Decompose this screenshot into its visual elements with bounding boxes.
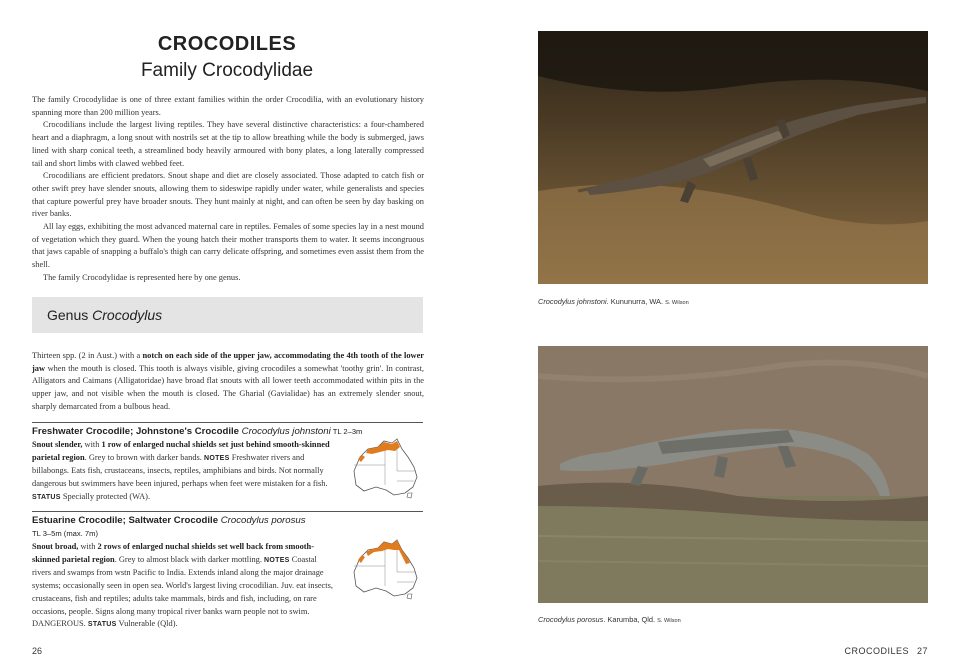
genus-header-box [32,297,423,333]
species-notes: Coastal rivers and swamps from wstn Pacific to India. Extends inland along the major drainage systems; occasionally seen in open sea. World's largest living crocodilian. Juv. eat insects, crustaceans, fish and reptiles; adults take mammals, birds and fish, including, on rare occasions, people. Signs along many tropical river banks warn people not to swim. DANGEROUS. [32,554,333,629]
genus-text-part: when the mouth is closed. This tooth is always visible, giving crocodiles a somewhat 'toothy grin'. In contrast, Alligators and Caimans (Alligatoridae) have broad flat snouts with all lower teeth accommodated within pits in the upper jaw, and not visible when the mouth is closed. The Gharial (Gavialidae) has an extremely slender snout, sharply demarcated from a bulbous head. [32,363,424,411]
photo-caption [538,615,681,624]
species-heading [32,515,306,526]
species-key-feature: Snout broad, [32,542,79,551]
intro-paragraph: All lay eggs, exhibiting the most advanced maternal care in reptiles. Females of some species lay in a nest mound of vegetation which they guard. When the young hatch their mother transports them to water. It seems incongruous that jaws capable of snapping a buffalo's thigh can carry delicate offspring, and sometimes even assist them from the shell. [32,222,424,270]
caption-species: Crocodylus johnstoni [538,297,607,306]
caption-species: Crocodylus porosus [538,615,604,624]
intro-paragraph: The family Crocodylidae is one of three extant families within the order Crocodilia, with an evolutionary history spanning more than 200 million years. [32,95,424,117]
page-number-left: 26 [32,646,43,656]
species-text-part: with [82,440,102,449]
photo-saltwater-crocodile [538,346,928,603]
species-scientific-name: Crocodylus johnstoni [241,426,331,437]
species-key-feature: 1 row of enlarged nuchal shields set just behind smooth-skinned parietal region [32,440,330,462]
photo-credit: S. Wilson [665,300,689,306]
distribution-map-johnstoni [350,435,422,503]
running-head: CROCODILES [844,646,909,656]
page-number-right: 27 [916,646,928,656]
species-notes: Freshwater rivers and billabongs. Eats fish, crustaceans, insects, reptiles, amphibians and birds. Not normally dangerous but swimmers have been injured, perhaps when feet were mistaken for a fish. [32,452,328,489]
species-common-name: Freshwater Crocodile; Johnstone's Crocodile [32,426,242,437]
genus-name: Crocodylus [92,307,163,323]
species-common-name: Estuarine Crocodile; Saltwater Crocodile [32,515,221,526]
freshwater-crocodile-image [538,31,928,284]
species-divider [32,511,423,512]
species-key-feature: Snout slender, [32,440,83,449]
intro-text [32,94,424,285]
species-description [32,541,338,632]
intro-paragraph: Crocodilians include the largest living reptiles. They have several distinctive characteristics: a four-chambered heart and a diaphragm, a long snout with nostrils set at the tip to allow breathing while the body is submerged, jaws lined with sharp conical teeth, a streamlined body heavily armoured with bony plates, a long laterally compressed tail and short limbs with clawed webbed feet. [32,120,424,168]
family-subtitle: Family Crocodylidae [140,60,314,81]
caption-location: . Kununurra, WA. [606,297,664,306]
notes-label: NOTES [203,454,230,462]
notes-label: NOTES [264,556,290,564]
species-key-feature: 2 rows of enlarged nuchal shields set well back from smooth-skinned parietal region [32,542,314,564]
species-text-part: with [78,542,98,551]
genus-prefix: Genus [47,307,93,323]
photo-credit: S. Wilson [657,618,681,624]
page-title: CROCODILES [157,33,297,55]
species-total-length: TL 2–3m [330,427,363,436]
photo-freshwater-crocodile [538,31,928,284]
distribution-map-porosus [350,536,422,604]
saltwater-crocodile-image [538,346,928,603]
species-text-part: . Grey to almost black with darker mottling. [114,554,265,564]
species-heading [32,426,362,437]
intro-paragraph: The family Crocodylidae is represented here by one genus. [43,272,241,282]
genus-text-part: Thirteen spp. (2 in Aust.) with a [32,351,143,360]
species-status: Vulnerable (Qld). [116,619,178,629]
status-label: STATUS [87,621,117,629]
genus-heading [47,307,162,323]
species-total-length: TL 3–5m (max. 7m) [32,529,98,538]
page-footer-right [844,646,928,656]
species-status: Specially protected (WA). [60,491,151,501]
species-divider [32,422,423,423]
genus-text-bold: notch on each side of the upper jaw, accommodating the 4th tooth of the lower jaw [32,351,425,373]
species-description [32,439,338,505]
status-label: STATUS [32,493,61,501]
species-text-part: . Grey to brown with darker bands. [84,452,204,462]
photo-caption [538,297,689,306]
species-scientific-name: Crocodylus porosus [220,515,306,526]
intro-paragraph: Crocodilians are efficient predators. Snout shape and diet are closely associated. Those adapted to catch fish or other swift prey have slender snouts, allowing them to sideswipe rapidly under water, while generalists and species that capture powerful prey have broader snouts. They hunt mainly at night, and can often be seen by day basking on river banks. [32,171,424,219]
genus-description [32,350,424,414]
caption-location: . Karumba, Qld. [603,615,656,624]
